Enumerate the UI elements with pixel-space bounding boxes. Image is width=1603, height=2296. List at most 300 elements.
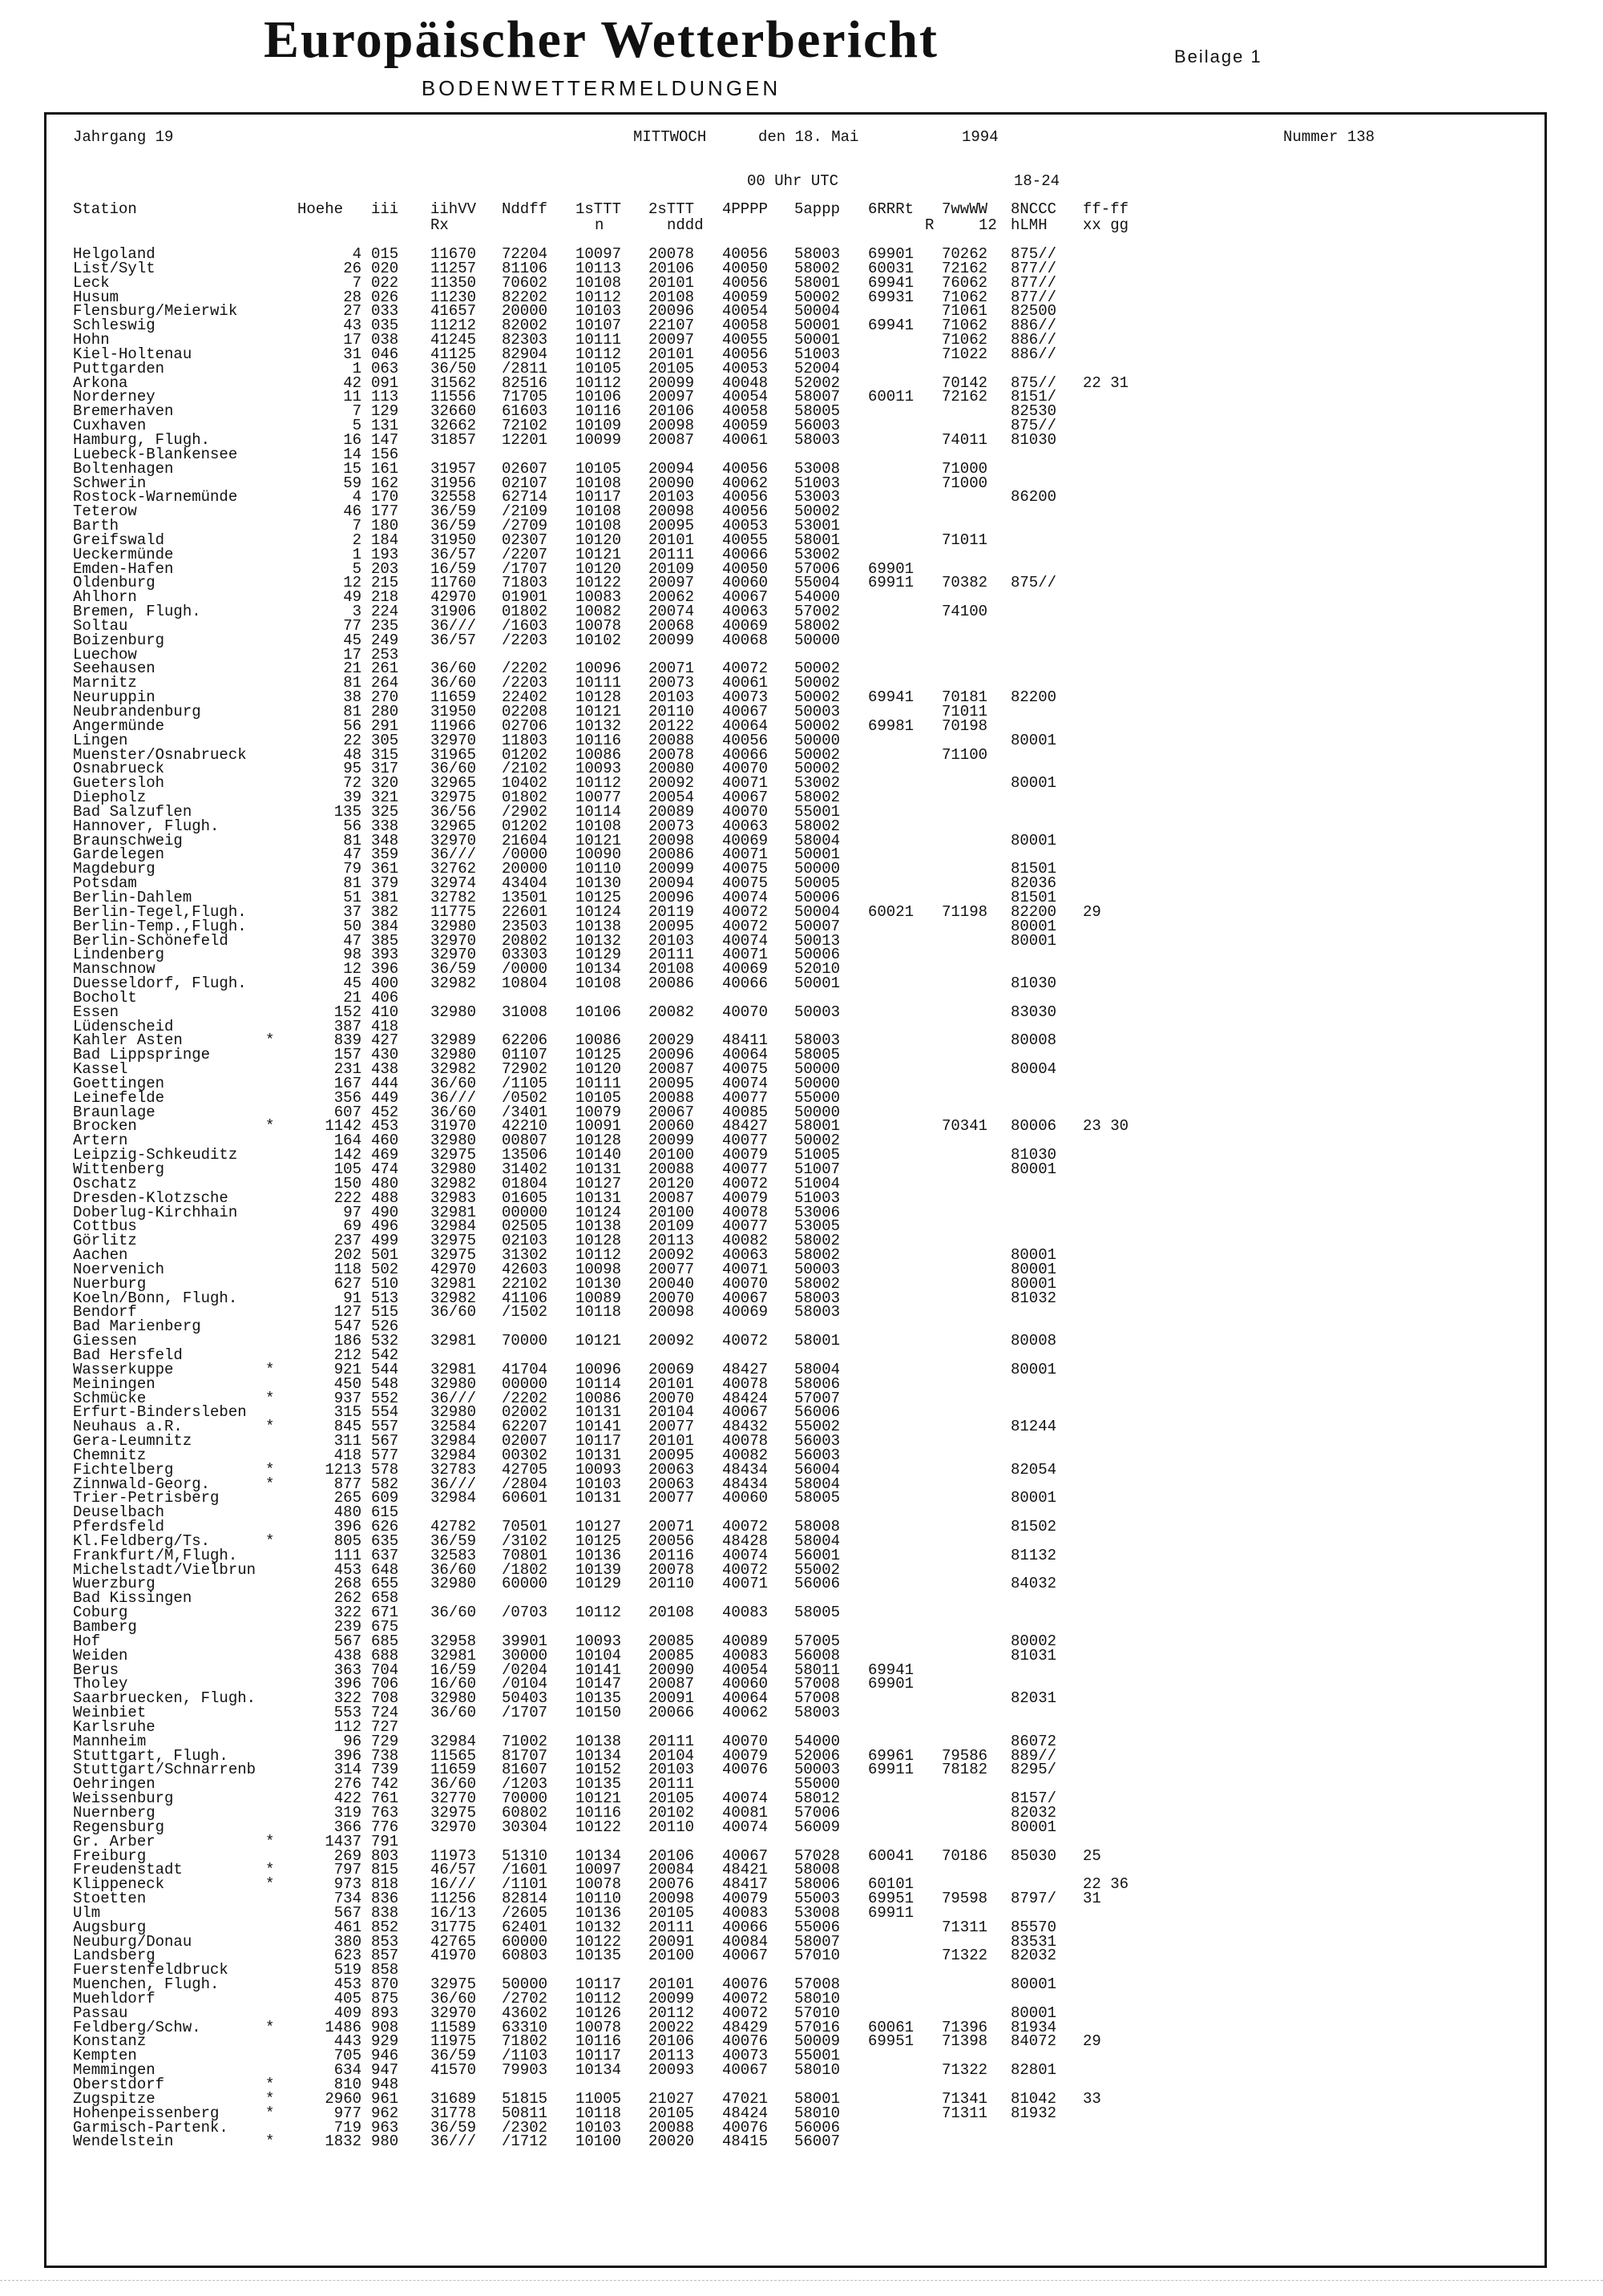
station-name: Ulm [73,1903,101,1922]
group-8nccc: 80004 [1011,1060,1057,1079]
group-nddff: 61603 [502,402,548,421]
group-nddff: 51310 [502,1846,548,1865]
group-1sttt: 10111 [575,331,622,349]
mountain-marker: * [265,1832,275,1850]
group-iihvv: 32984 [430,1489,477,1507]
station-name: Greifswald [73,531,165,549]
group-1sttt: 10134 [575,1746,622,1765]
group-nddff: 62206 [502,1031,548,1050]
group-5appp: 58010 [794,2061,841,2080]
mountain-marker: * [265,1875,275,1894]
group-iihvv: 32980 [430,1403,477,1422]
group-8nccc: 875// [1011,574,1057,592]
group-nddff: 10402 [502,774,548,793]
group-7wwww: 70181 [942,688,988,707]
group-5appp: 50001 [794,331,841,349]
station-height: 5 [352,417,361,435]
station-id: 532 [371,1332,399,1350]
group-iihvv: 31950 [430,703,477,720]
station-height: 7 [352,273,361,292]
mountain-marker: * [265,1861,275,1879]
group-2sttt: 20106 [648,402,695,421]
station-height: 79 [343,860,361,878]
station-id: 626 [371,1518,399,1536]
station-name: Meiningen [73,1374,155,1393]
station-height: 26 [343,259,361,277]
group-nddff: 82002 [502,317,548,335]
group-nddff: 42210 [502,1117,548,1136]
col-c3-sub: Rx [430,216,449,234]
group-8nccc: 83531 [1011,1932,1057,1951]
station-height: 1 [352,359,361,377]
group-2sttt: 20099 [648,860,695,878]
station-height: 152 [333,1003,361,1021]
group-5appp: 56006 [794,2118,841,2137]
group-4pppp: 48428 [722,1531,769,1550]
station-id: 469 [371,1146,399,1164]
station-name: Muenster/Osnabrueck [73,745,247,764]
group-nddff: /1707 [502,559,548,578]
station-id: 325 [371,802,399,821]
station-id: 582 [371,1475,399,1493]
station-name: Duesseldorf, Flugh. [73,974,247,993]
group-iihvv: 32981 [430,1203,477,1221]
group-2sttt: 20098 [648,1303,695,1322]
station-id: 635 [371,1531,399,1550]
station-height: 315 [333,1403,361,1422]
group-iihvv: 31970 [430,1117,477,1136]
weekday-label: MITTWOCH [633,128,707,146]
group-8nccc: 81030 [1011,974,1057,993]
group-7wwww: 70142 [942,373,988,392]
group-2sttt: 20105 [648,2104,695,2122]
group-4pppp: 40083 [722,1646,769,1664]
group-4pppp: 40061 [722,430,769,449]
group-nddff: 31302 [502,1246,548,1265]
station-height: 705 [333,2047,361,2065]
group-4pppp: 40062 [722,1704,769,1722]
group-1sttt: 10127 [575,1518,622,1536]
table-row [73,1176,1516,1191]
col-c11: 8NCCC [1011,200,1057,218]
station-name: Luechow [73,645,137,664]
group-nddff: /2109 [502,502,548,521]
table-row [73,1005,1516,1019]
group-nddff: 22102 [502,1274,548,1293]
station-height: 265 [333,1489,361,1507]
group-8nccc: 80001 [1011,774,1057,793]
station-id: 776 [371,1818,399,1836]
group-5appp: 58008 [794,1518,841,1536]
station-id: 962 [371,2104,399,2122]
station-name: Helgoland [73,245,155,263]
station-name: Görlitz [73,1232,137,1250]
group-5appp: 52004 [794,359,841,377]
group-6rrrt: 60101 [868,1875,915,1894]
group-2sttt: 20060 [648,1117,695,1136]
group-1sttt: 10108 [575,974,622,993]
group-nddff: 22402 [502,688,548,707]
station-height: 396 [333,1675,361,1693]
station-name: Fuerstenfeldbruck [73,1961,228,1979]
station-height: 81 [343,874,361,893]
group-2sttt: 20111 [648,545,695,563]
station-id: 035 [371,317,399,335]
station-height: 50 [343,917,361,935]
station-height: 28 [343,288,361,306]
station-height: 5 [352,559,361,578]
station-height: 112 [333,1717,361,1736]
group-nddff: 60000 [502,1932,548,1951]
station-name: Lüdenscheid [73,1017,174,1035]
group-1sttt: 10138 [575,1732,622,1750]
mountain-marker: * [265,1031,275,1050]
group-2sttt: 20070 [648,1289,695,1307]
group-1sttt: 10116 [575,1803,622,1822]
station-name: Giessen [73,1332,137,1350]
volume-label: Jahrgang 19 [73,128,174,146]
table-row [73,447,1516,462]
group-5appp: 57016 [794,2018,841,2036]
group-2sttt: 20103 [648,931,695,950]
group-nddff: 02607 [502,459,548,478]
group-nddff: 23503 [502,917,548,935]
station-name: Hohn [73,331,110,349]
station-name: Brocken [73,1117,137,1136]
station-name: Osnabrueck [73,760,165,778]
station-id: 688 [371,1646,399,1664]
group-iihvv: 32970 [430,731,477,749]
group-2sttt: 20119 [648,902,695,921]
group-2sttt: 20054 [648,789,695,807]
group-iihvv: 32980 [430,1374,477,1393]
station-name: Neuruppin [73,688,155,707]
station-height: 547 [333,1317,361,1336]
group-1sttt: 10136 [575,1546,622,1564]
group-iihvv: 32970 [430,2003,477,2022]
group-nddff: 81707 [502,1746,548,1765]
group-nddff: /2702 [502,1989,548,2007]
station-id: 381 [371,888,399,906]
station-id: 577 [371,1446,399,1464]
group-7wwww: 78182 [942,1761,988,1779]
station-name: Freudenstadt [73,1861,183,1879]
group-8nccc: 81501 [1011,860,1057,878]
group-8nccc: 80006 [1011,1117,1057,1136]
group-2sttt: 20088 [648,1160,695,1178]
station-height: 553 [333,1704,361,1722]
group-2sttt: 20088 [648,1088,695,1107]
group-2sttt: 20103 [648,688,695,707]
table-row [73,1362,1516,1377]
station-id: 147 [371,430,399,449]
mountain-marker: * [265,2018,275,2036]
group-1sttt: 10121 [575,703,622,720]
group-4pppp: 40054 [722,388,769,406]
group-4pppp: 40066 [722,974,769,993]
group-1sttt: 10120 [575,531,622,549]
group-iihvv: 36/60 [430,1604,477,1622]
group-4pppp: 47021 [722,2089,769,2108]
station-id: 513 [371,1289,399,1307]
group-8nccc: 86072 [1011,1732,1057,1750]
group-5appp: 50000 [794,860,841,878]
group-5appp: 50002 [794,288,841,306]
station-id: 836 [371,1890,399,1908]
group-2sttt: 22107 [648,317,695,335]
group-1sttt: 10131 [575,1446,622,1464]
group-8nccc: 80001 [1011,2003,1057,2022]
station-name: Berlin-Schönefeld [73,931,228,950]
group-5appp: 58001 [794,1117,841,1136]
station-height: 48 [343,745,361,764]
station-name: Schleswig [73,317,155,335]
group-2sttt: 20105 [648,359,695,377]
group-5appp: 58002 [794,1246,841,1265]
group-4pppp: 40085 [722,1103,769,1121]
station-name: Hamburg, Flugh. [73,430,211,449]
group-8nccc: 82500 [1011,302,1057,321]
table-row [73,1605,1516,1620]
group-4pppp: 48417 [722,1875,769,1894]
station-id: 567 [371,1432,399,1451]
group-2sttt: 20078 [648,245,695,263]
station-height: 380 [333,1932,361,1951]
group-7wwww: 79598 [942,1890,988,1908]
group-2sttt: 20100 [648,1203,695,1221]
station-height: 1832 [325,2133,361,2151]
station-id: 338 [371,817,399,835]
station-height: 167 [333,1074,361,1092]
station-height: 607 [333,1103,361,1121]
station-height: 150 [333,1174,361,1192]
station-id: 063 [371,359,399,377]
group-5appp: 50003 [794,1003,841,1021]
station-height: 231 [333,1060,361,1079]
group-6rrrt: 69941 [868,273,915,292]
group-1sttt: 10112 [575,373,622,392]
station-name: Norderney [73,388,155,406]
station-height: 7 [352,517,361,535]
group-6rrrt: 69941 [868,317,915,335]
station-height: 567 [333,1903,361,1922]
group-1sttt: 10103 [575,1475,622,1493]
mountain-marker: * [265,1418,275,1436]
group-nddff: 22601 [502,902,548,921]
station-name: Bremerhaven [73,402,174,421]
group-nddff: /1802 [502,1560,548,1579]
station-name: Hof [73,1632,101,1650]
group-5appp: 58002 [794,1232,841,1250]
station-height: 314 [333,1761,361,1779]
group-ffff: 23 30 [1083,1117,1129,1136]
group-5appp: 53008 [794,459,841,478]
group-2sttt: 20095 [648,917,695,935]
group-8nccc: 80001 [1011,1260,1057,1278]
group-1sttt: 10105 [575,359,622,377]
group-4pppp: 48434 [722,1475,769,1493]
station-id: 170 [371,488,399,506]
station-name: Potsdam [73,874,137,893]
group-1sttt: 10117 [575,488,622,506]
station-id: 452 [371,1103,399,1121]
group-5appp: 51004 [794,1174,841,1192]
station-name: Dresden-Klotzsche [73,1188,228,1207]
station-id: 838 [371,1903,399,1922]
group-2sttt: 20110 [648,1575,695,1593]
table-row [73,547,1516,562]
group-nddff: 71802 [502,2032,548,2051]
group-7wwww: 71022 [942,345,988,363]
group-2sttt: 20099 [648,1132,695,1150]
group-iihvv: 11760 [430,574,477,592]
table-row [73,2003,1516,2022]
group-1sttt: 10147 [575,1675,622,1693]
group-5appp: 56003 [794,1446,841,1464]
col-c12: ff-ff [1083,200,1129,218]
group-nddff: 70000 [502,1790,548,1808]
group-4pppp: 40061 [722,674,769,692]
station-height: 797 [333,1861,361,1879]
group-nddff: 72204 [502,245,548,263]
station-height: 135 [333,802,361,821]
group-5appp: 53006 [794,1203,841,1221]
group-nddff: 01107 [502,1046,548,1064]
group-iihvv: 32980 [430,1003,477,1021]
group-iihvv: 41245 [430,331,477,349]
group-5appp: 55002 [794,1560,841,1579]
station-height: 519 [333,1961,361,1979]
group-1sttt: 10131 [575,1160,622,1178]
group-1sttt: 10078 [575,616,622,635]
group-nddff: /2804 [502,1475,548,1493]
station-id: 742 [371,1775,399,1794]
station-height: 356 [333,1088,361,1107]
station-name: Pferdsfeld [73,1518,165,1536]
group-iihvv: 32975 [430,1146,477,1164]
col-c12-sub: xx gg [1083,216,1129,234]
group-nddff: 43404 [502,874,548,893]
group-1sttt: 10078 [575,1875,622,1894]
station-name: Cottbus [73,1217,137,1236]
station-name: Manschnow [73,960,155,979]
station-name: Weiden [73,1646,128,1664]
group-nddff: 43602 [502,2003,548,2022]
group-iihvv: 36/60 [430,760,477,778]
station-id: 177 [371,502,399,521]
station-id: 615 [371,1503,399,1522]
group-5appp: 53005 [794,1217,841,1236]
station-id: 253 [371,645,399,664]
group-iihvv: 32980 [430,1575,477,1593]
group-4pppp: 48432 [722,1418,769,1436]
station-name: Feldberg/Schw. [73,2018,201,2036]
station-height: 21 [343,660,361,678]
group-8nccc: 80008 [1011,1031,1057,1050]
group-iihvv: 41970 [430,1947,477,1965]
mountain-marker: * [265,1360,275,1378]
group-5appp: 58003 [794,430,841,449]
group-2sttt: 20110 [648,1818,695,1836]
group-2sttt: 20101 [648,1432,695,1451]
group-1sttt: 10086 [575,745,622,764]
group-2sttt: 20113 [648,2047,695,2065]
station-id: 224 [371,603,399,621]
station-id: 729 [371,1732,399,1750]
group-5appp: 58003 [794,1289,841,1307]
group-1sttt: 10112 [575,1246,622,1265]
group-4pppp: 48434 [722,1460,769,1479]
group-7wwww: 74011 [942,430,988,449]
group-iihvv: 41125 [430,345,477,363]
group-8nccc: 875// [1011,245,1057,263]
group-6rrrt: 69911 [868,1761,915,1779]
group-4pppp: 40050 [722,259,769,277]
group-5appp: 55004 [794,574,841,592]
station-height: 480 [333,1503,361,1522]
group-iihvv: 32981 [430,1332,477,1350]
station-height: 2960 [325,2089,361,2108]
station-id: 270 [371,688,399,707]
station-name: Hannover, Flugh. [73,817,220,835]
group-8nccc: 80002 [1011,1632,1057,1650]
group-iihvv: 32965 [430,817,477,835]
station-height: 12 [343,574,361,592]
table-row [73,1334,1516,1348]
group-iihvv: 31778 [430,2104,477,2122]
station-name: Weinbiet [73,1704,147,1722]
station-height: 22 [343,731,361,749]
station-height: 1 [352,545,361,563]
group-1sttt: 10111 [575,1074,622,1092]
group-iihvv: 32770 [430,1790,477,1808]
station-name: Wuerzburg [73,1575,155,1593]
group-4pppp: 40056 [722,731,769,749]
table-row [73,2134,1516,2149]
station-name: Ueckermünde [73,545,174,563]
group-5appp: 58002 [794,616,841,635]
station-id: 875 [371,1989,399,2007]
group-4pppp: 40071 [722,1260,769,1278]
station-id: 015 [371,245,399,263]
col-iii: iii [371,200,399,218]
col-c8: 5appp [794,200,841,218]
station-table [73,247,1516,2149]
group-8nccc: 80001 [1011,1360,1057,1378]
group-iihvv: 32965 [430,774,477,793]
group-8nccc: 81030 [1011,1146,1057,1164]
group-7wwww: 76062 [942,273,988,292]
station-height: 186 [333,1332,361,1350]
station-id: 675 [371,1618,399,1636]
station-name: Bocholt [73,988,137,1007]
group-5appp: 55001 [794,802,841,821]
station-height: 42 [343,373,361,392]
group-8nccc: 83030 [1011,1003,1057,1021]
group-nddff: 70501 [502,1518,548,1536]
group-4pppp: 40079 [722,1890,769,1908]
group-4pppp: 40072 [722,1518,769,1536]
group-nddff: 71803 [502,574,548,592]
station-name: Oberstdorf [73,2076,165,2093]
group-4pppp: 40058 [722,402,769,421]
group-nddff: 01202 [502,817,548,835]
group-5appp: 57010 [794,2003,841,2022]
station-id: 026 [371,288,399,306]
group-5appp: 50002 [794,502,841,521]
group-5appp: 53002 [794,545,841,563]
group-iihvv: 31857 [430,430,477,449]
